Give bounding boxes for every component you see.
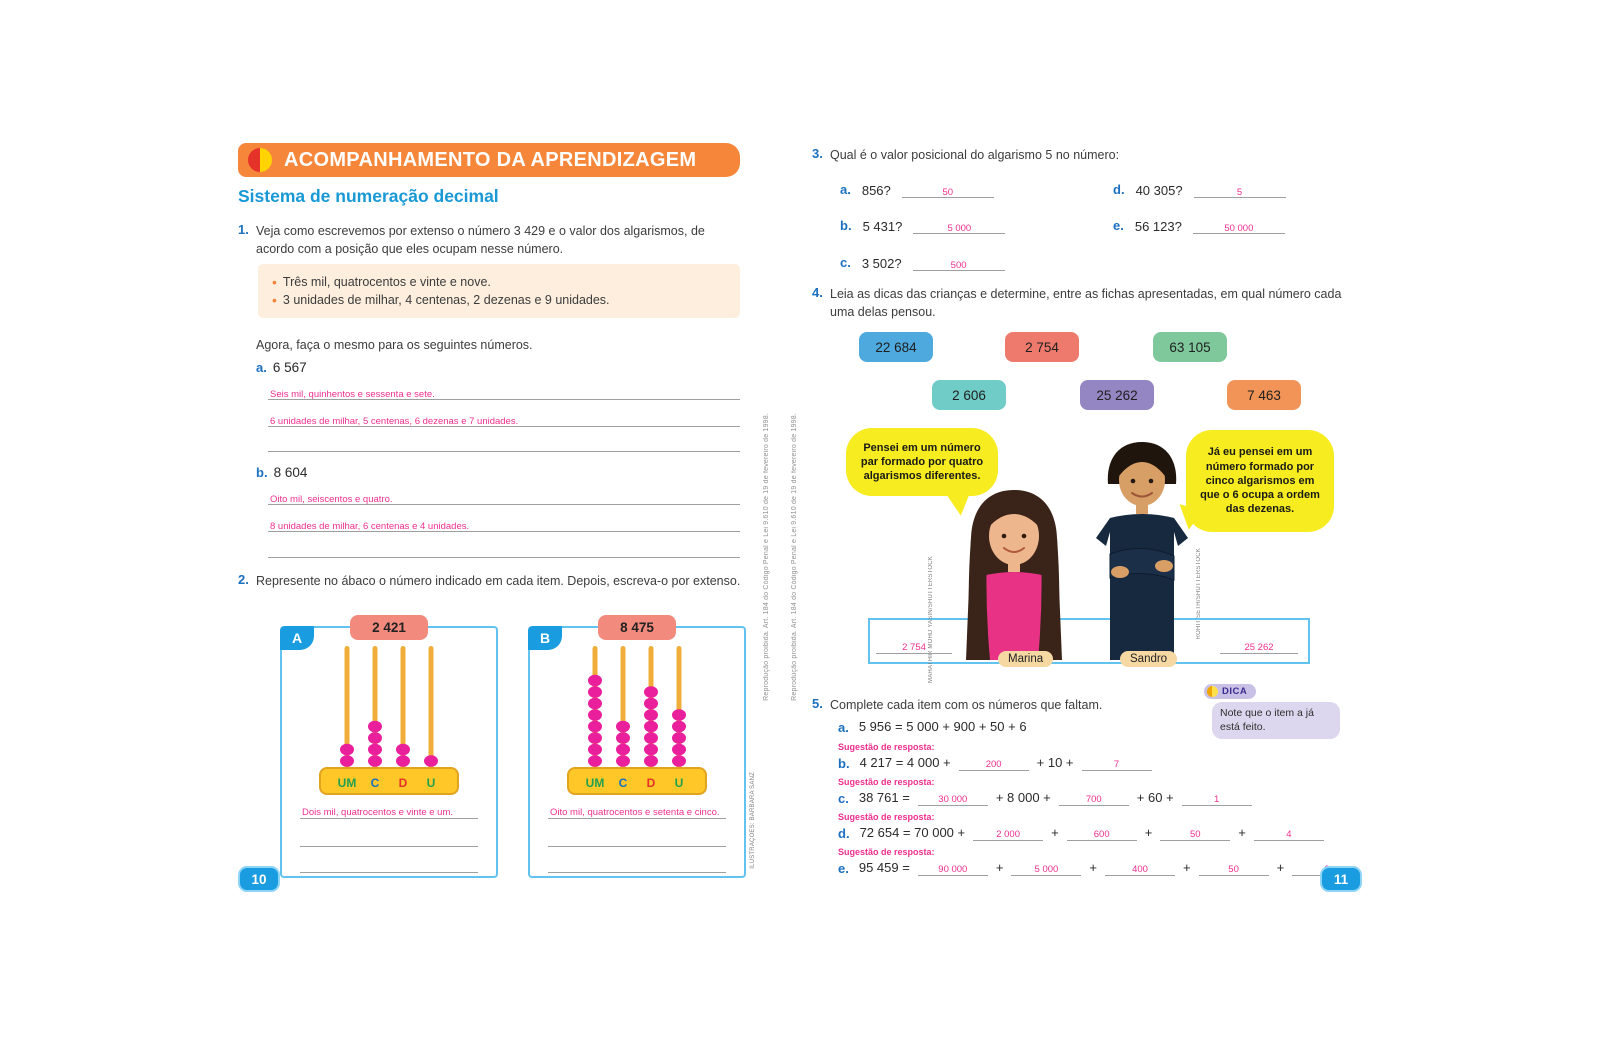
answer-line[interactable]	[268, 436, 740, 452]
item-number: 6 567	[272, 360, 307, 375]
q1-item-b	[256, 464, 307, 482]
handwritten-answer: 90 000	[938, 864, 968, 875]
q1-number: 1.	[238, 222, 249, 237]
answer-blank[interactable]	[959, 754, 1029, 771]
answer-blank[interactable]	[1059, 789, 1129, 806]
page-title: Sistema de numeração decimal	[238, 186, 499, 206]
card-tab: A	[280, 626, 314, 650]
answer-blank[interactable]	[876, 637, 952, 654]
q5-item-c	[838, 789, 1256, 807]
dica-note: Note que o item a já está feito.	[1212, 702, 1340, 739]
handwritten-answer: 1	[1213, 794, 1220, 805]
handwritten-answer: 50	[942, 187, 954, 198]
answer-blank[interactable]	[1254, 824, 1324, 841]
item-letter: d.	[1113, 182, 1125, 197]
item-letter: b.	[840, 218, 852, 233]
answer-blank[interactable]	[918, 859, 988, 876]
equation-text: +	[995, 860, 1004, 875]
handwritten-answer: 700	[1085, 794, 1102, 805]
suggestion-label: Sugestão de resposta:	[838, 812, 935, 822]
q3-item-b	[840, 218, 1005, 234]
equation-text: +	[1144, 825, 1153, 840]
number-card: 63 105	[1153, 332, 1227, 362]
item-letter: e.	[1113, 218, 1124, 233]
answer-blank[interactable]	[1082, 754, 1152, 771]
answer-line[interactable]	[268, 411, 740, 427]
answer-blank[interactable]	[913, 255, 1005, 271]
number-card: 22 684	[859, 332, 933, 362]
handwritten-answer: Oito mil, seiscentos e quatro.	[270, 494, 393, 505]
equation-text: 38 761 =	[858, 790, 910, 805]
svg-text:UM: UM	[585, 776, 605, 790]
equation-text: +	[1238, 825, 1246, 840]
handwritten-answer: 8 unidades de milhar, 6 centenas e 4 unidades.	[270, 521, 470, 532]
svg-text:U: U	[674, 776, 684, 790]
equation-text: 95 459 =	[858, 860, 910, 875]
item-letter: b.	[838, 756, 850, 771]
svg-text:D: D	[398, 776, 408, 790]
dica-label: DICA	[1222, 686, 1248, 697]
q3-text: Qual é o valor posicional do algarismo 5 no número:	[830, 148, 1120, 162]
item-letter: c.	[840, 255, 851, 270]
equation	[855, 859, 1366, 877]
handwritten-answer: 6 unidades de milhar, 5 centenas, 6 dezenas e 7 unidades.	[270, 416, 519, 427]
handwritten-answer: 2 754	[902, 642, 926, 653]
question-number: 5 431?	[862, 219, 903, 234]
abacus-number-badge: 8 475	[598, 615, 676, 640]
q5-number: 5.	[812, 696, 823, 711]
handwritten-answer: 50	[1190, 829, 1201, 840]
equation-text: +	[1051, 825, 1059, 840]
equation-text: +	[1183, 860, 1191, 875]
page-number-right: 11	[1320, 866, 1362, 892]
answer-blank[interactable]	[973, 824, 1043, 841]
suggestion-label: Sugestão de resposta:	[838, 742, 935, 752]
abacus-illustration	[304, 642, 474, 802]
answer-line[interactable]	[268, 542, 740, 558]
answer-blank[interactable]	[1199, 859, 1269, 876]
callout-bullet: Três mil, quatrocentos e vinte e nove.	[282, 275, 491, 289]
q2-text: Represente no ábaco o número indicado em cada item. Depois, escreva-o por extenso.	[256, 574, 741, 588]
copyright-notice: Reprodução proibida. Art. 184 do Código Penal e Lei 9.610 de 19 de fevereiro de 1998.	[763, 413, 770, 701]
handwritten-answer: 400	[1132, 864, 1148, 875]
copyright-notice: Reprodução proibida. Art. 184 do Código Penal e Lei 9.610 de 19 de fevereiro de 1998.	[791, 413, 798, 701]
equation-text: + 8 000 +	[995, 790, 1051, 805]
banner-circle-icon	[248, 148, 272, 172]
speech-bubble-sandro: Já eu pensei em um número formado por cinco algarismos em que o 6 ocupa a ordem das dezenas.	[1186, 430, 1334, 532]
item-letter: a.	[256, 360, 267, 375]
question-number: 56 123?	[1134, 219, 1182, 234]
example-callout	[258, 264, 740, 318]
name-tag-sandro: Sandro	[1120, 651, 1177, 667]
photo-credit: ROHIT SETH/SHUTTERSTOCK	[1196, 548, 1202, 640]
q5-item-b	[838, 754, 1156, 772]
equation	[855, 789, 1256, 807]
item-number: 8 604	[273, 465, 308, 480]
answer-blank[interactable]	[918, 789, 988, 806]
handwritten-answer: Seis mil, quinhentos e sessenta e sete.	[270, 389, 435, 400]
answer-line[interactable]	[300, 802, 478, 819]
equation	[856, 824, 1328, 842]
item-letter: e.	[838, 861, 849, 876]
handwritten-answer: 5	[1236, 187, 1243, 198]
answer-line[interactable]	[548, 830, 726, 847]
suggestion-label: Sugestão de resposta:	[838, 777, 935, 787]
handwritten-answer: 5 000	[1034, 864, 1059, 875]
answer-line[interactable]	[268, 384, 740, 400]
handwritten-answer: 4	[1286, 829, 1292, 840]
equation	[856, 754, 1156, 772]
question-number: 856?	[861, 183, 891, 198]
answer-blank[interactable]	[1220, 637, 1298, 654]
handwritten-answer: 50	[1228, 864, 1239, 875]
suggestion-label: Sugestão de resposta:	[838, 847, 935, 857]
photo-credit: MAHATHIR MOHD YASIN/SHUTTERSTOCK	[928, 556, 934, 683]
equation-text: +	[1276, 860, 1285, 875]
question-number: 3 502?	[861, 256, 902, 271]
banner-title: ACOMPANHAMENTO DA APRENDIZAGEM	[284, 148, 697, 171]
answer-line[interactable]	[300, 856, 478, 873]
equation-text: 5 956 = 5 000 + 900 + 50 + 6	[858, 719, 1027, 734]
q3-item-e	[1113, 218, 1285, 234]
q2-number: 2.	[238, 572, 249, 587]
number-card: 2 606	[932, 380, 1006, 410]
handwritten-answer: 500	[950, 260, 967, 271]
q4-text: Leia as dicas das crianças e determine, entre as fichas apresentadas, em qual número cada uma delas pensou.	[830, 287, 1342, 319]
handwritten-answer: Dois mil, quatrocentos e vinte e um.	[302, 807, 454, 818]
section-banner	[238, 143, 740, 177]
handwritten-answer: 2 000	[996, 829, 1020, 840]
question-number: 40 305?	[1135, 183, 1183, 198]
answer-line[interactable]	[268, 489, 740, 505]
q5-text: Complete cada item com os números que faltam.	[830, 698, 1103, 712]
answer-blank[interactable]	[1011, 859, 1081, 876]
handwritten-answer: 5 000	[947, 223, 972, 234]
svg-text:C: C	[370, 776, 380, 790]
equation-text: 72 654 = 70 000 +	[859, 825, 966, 840]
answer-line[interactable]	[268, 516, 740, 532]
abacus-card-b	[528, 620, 746, 878]
callout-bullet: 3 unidades de milhar, 4 centenas, 2 dezenas e 9 unidades.	[282, 293, 610, 307]
handwritten-answer: 7	[1113, 759, 1120, 770]
speech-bubble-marina: Pensei em um número par formado por quatro algarismos diferentes.	[846, 428, 998, 496]
abacus-illustration	[552, 642, 722, 802]
abacus-number-badge: 2 421	[350, 615, 428, 640]
handwritten-answer: 30 000	[938, 794, 968, 805]
card-tab: B	[528, 626, 562, 650]
q1-text: Veja como escrevemos por extenso o número 3 429 e o valor dos algarismos, de acordo com a posição que eles ocupam nesse número.	[256, 224, 705, 256]
q5-item-e	[838, 859, 1366, 877]
bullet-icon: •	[272, 292, 277, 308]
q1-followup: Agora, faça o mesmo para os seguintes números.	[256, 338, 533, 352]
item-letter: a.	[838, 720, 849, 735]
illustration-credit: ILUSTRAÇÕES: BARBARA SANZ	[750, 772, 756, 869]
answer-blank[interactable]	[1182, 789, 1252, 806]
answer-blank[interactable]	[913, 218, 1005, 234]
q3-item-c	[840, 255, 1005, 271]
dica-icon	[1207, 686, 1218, 697]
svg-text:U: U	[426, 776, 436, 790]
item-letter: c.	[838, 791, 849, 806]
answer-blank[interactable]	[1160, 824, 1230, 841]
answer-blank[interactable]	[1193, 218, 1285, 234]
handwritten-answer: 200	[985, 759, 1002, 770]
item-letter: d.	[838, 826, 850, 841]
equation-text: + 10 +	[1036, 755, 1074, 770]
number-card: 25 262	[1080, 380, 1154, 410]
q5-item-a	[838, 718, 1031, 736]
handwritten-answer: 50 000	[1224, 223, 1254, 234]
number-card: 7 463	[1227, 380, 1301, 410]
answer-line[interactable]	[300, 830, 478, 847]
q5-item-d	[838, 824, 1328, 842]
answer-line[interactable]	[548, 856, 726, 873]
handwritten-answer: 25 262	[1244, 642, 1274, 653]
svg-text:C: C	[618, 776, 628, 790]
q3-number: 3.	[812, 146, 823, 161]
number-card: 2 754	[1005, 332, 1079, 362]
dica-badge	[1204, 684, 1256, 699]
answer-line[interactable]	[548, 802, 726, 819]
equation-text: +	[1089, 860, 1097, 875]
svg-text:UM: UM	[337, 776, 357, 790]
answer-blank[interactable]	[902, 182, 994, 198]
item-letter: b.	[256, 465, 268, 480]
page-number-left: 10	[238, 866, 280, 892]
bullet-icon: •	[272, 274, 277, 290]
equation	[855, 718, 1031, 736]
answer-blank[interactable]	[1194, 182, 1286, 198]
q3-item-d	[1113, 182, 1286, 198]
handwritten-answer: Oito mil, quatrocentos e setenta e cinco.	[550, 807, 720, 818]
answer-blank[interactable]	[1105, 859, 1175, 876]
q4-number: 4.	[812, 285, 823, 300]
svg-text:D: D	[646, 776, 656, 790]
abacus-card-a	[280, 620, 498, 878]
item-letter: a.	[840, 182, 851, 197]
q1-item-a	[256, 359, 307, 377]
name-tag-marina: Marina	[998, 651, 1053, 667]
answer-blank[interactable]	[1067, 824, 1137, 841]
q3-item-a	[840, 182, 994, 198]
handwritten-answer: 600	[1093, 829, 1110, 840]
equation-text: + 60 +	[1136, 790, 1174, 805]
equation-text: 4 217 = 4 000 +	[859, 755, 951, 770]
